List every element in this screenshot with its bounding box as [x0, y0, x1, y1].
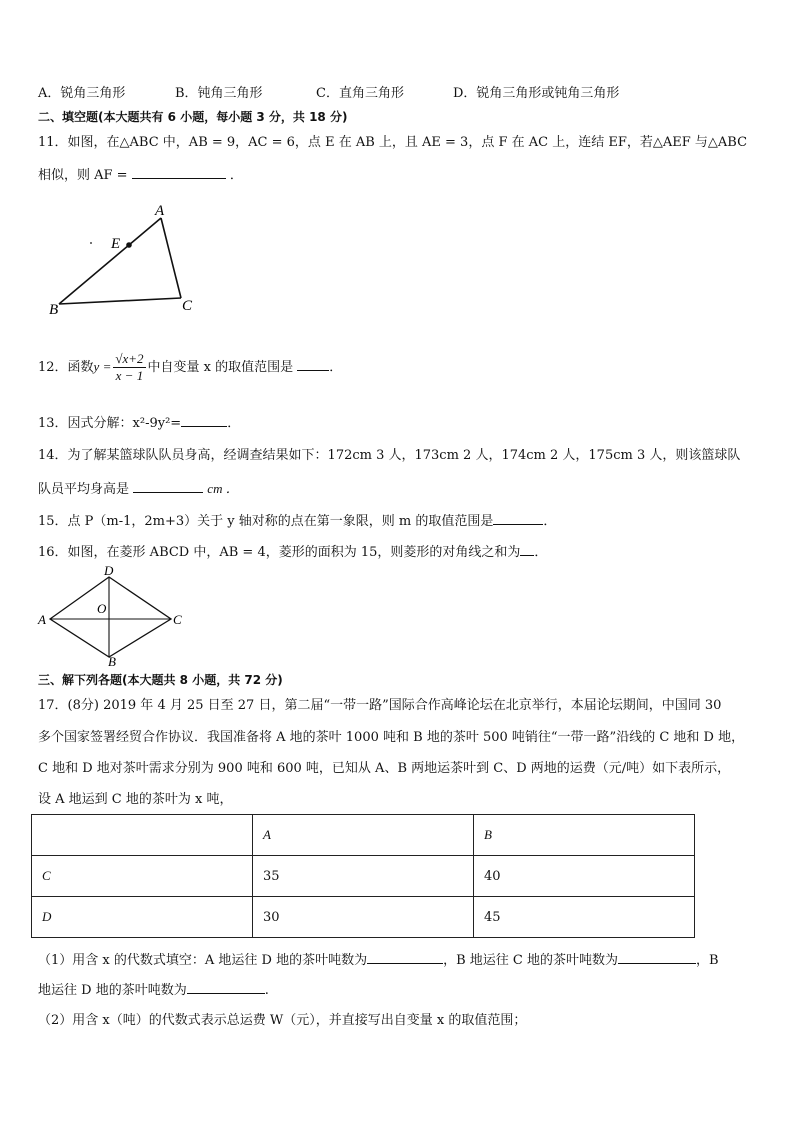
q13-prompt: 13．因式分解：x²-9y²= [38, 416, 182, 431]
q13-text: 13．因式分解：x²-9y²= ． [38, 412, 240, 433]
table-header-row [32, 815, 695, 856]
q11-answer-blank [132, 164, 226, 179]
q16-rhombus-figure [34, 562, 194, 670]
section-title-solve: 三、解下列各题(本大题共 8 小题，共 72 分) [38, 673, 283, 687]
table-header-a: A [253, 815, 474, 856]
q17-sub1-line1: （1）用含 x 的代数式填空：A 地运往 D 地的茶叶吨数为 ，B 地运往 C 地的茶叶吨数为 ，B [38, 949, 719, 970]
option-b: B．钝角三角形 [175, 86, 263, 101]
q12-fraction: $\frac{√x+2}{x - 1}$ [115, 351, 144, 383]
table-cell: 40 [474, 856, 695, 897]
q14-text-line1: 14．为了解某篮球队队员身高，经调查结果如下：172cm 3 人，173cm 2 人，174cm 2 人，175cm 3 人，则该篮球队 [38, 448, 741, 463]
q16-answer-blank [520, 541, 534, 556]
label-d: D [104, 563, 114, 578]
q11-text-line2 [38, 164, 243, 185]
option-c: C．直角三角形 [316, 86, 404, 101]
section-title-fill-blank: 二、填空题(本大题共有 6 小题，每小题 3 分，共 18 分) [38, 110, 348, 124]
q17-text-line1: 17．(8分) 2019 年 4 月 25 日至 27 日，第二届“一带一路”国际合作高峰论坛在北京举行，本届论坛期间，中国同 30 [38, 698, 722, 713]
q14-text-line2 [38, 478, 239, 499]
table-cell: 35 [253, 856, 474, 897]
label-c: C [182, 298, 193, 314]
q12-y: y = [93, 359, 112, 374]
table-cell [32, 815, 253, 856]
q12-answer-blank [297, 356, 329, 371]
q12-text: 12．函数y = $\frac{√x+2}{x - 1}$ 中自变量 x 的取值范围是 ． [38, 351, 343, 383]
q12-prefix: 12．函数 [38, 360, 94, 375]
q11-end: ． [229, 168, 243, 183]
table-row [32, 897, 695, 938]
q16-prompt: 16．如图，在菱形 ABCD 中，AB = 4，菱形的面积为 15，则菱形的对角线之和为 [38, 545, 521, 560]
label-b: B [49, 302, 59, 318]
q11-prompt: 相似，则 AF = [38, 168, 128, 183]
q15-text: 15．点 P（m-1，2m+3）关于 y 轴对称的点在第一象限，则 m 的取值范围是 ． [38, 510, 556, 531]
option-a: A．锐角三角形 [38, 86, 126, 101]
label-o: O [97, 601, 107, 616]
q12-suffix: 中自变量 x 的取值范围是 [147, 360, 294, 375]
q15-answer-blank [493, 510, 543, 525]
table-cell: 30 [253, 897, 474, 938]
label-a: A [155, 203, 165, 219]
q17-text-line3: C 地和 D 地对茶叶需求分别为 900 吨和 600 吨，已知从 A、B 两地运茶叶到 C、D 两地的运费（元/吨）如下表所示， [38, 761, 731, 776]
table-header-b: B [474, 815, 695, 856]
q13-answer-blank [181, 412, 227, 427]
q17-blank-b-to-c [618, 949, 696, 964]
option-d: D．锐角三角形或钝角三角形 [453, 86, 620, 101]
q17-blank-a-to-d [367, 949, 443, 964]
q17-sub1-line2: 地运往 D 地的茶叶吨数为 . [38, 979, 269, 1000]
table-row [32, 856, 695, 897]
label-c: C [173, 612, 182, 627]
q11-triangle-figure [45, 200, 205, 320]
q14-prompt: 队员平均身高是 [38, 482, 130, 497]
q15-prompt: 15．点 P（m-1，2m+3）关于 y 轴对称的点在第一象限，则 m 的取值范围是 [38, 514, 494, 529]
freight-cost-table [31, 814, 695, 938]
q14-unit: cm ． [207, 481, 239, 496]
label-e: E [111, 236, 121, 252]
q16-text: 16．如图，在菱形 ABCD 中，AB = 4，菱形的面积为 15，则菱形的对角线之和为 ． [38, 541, 547, 562]
q17-text-line4: 设 A 地运到 C 地的茶叶为 x 吨， [38, 792, 233, 807]
q17-text-line2: 多个国家签署经贸合作协议．我国准备将 A 地的茶叶 1000 吨和 B 地的茶叶 500 吨销往“一带一路”沿线的 C 地和 D 地， [38, 730, 745, 745]
table-cell: 45 [474, 897, 695, 938]
label-b: B [108, 654, 116, 669]
table-row-label: C [32, 856, 253, 897]
q17-sub2: （2）用含 x（吨）的代数式表示总运费 W（元），并直接写出自变量 x 的取值范围； [38, 1013, 527, 1028]
q17-blank-b-to-d [187, 979, 265, 994]
table-row-label: D [32, 897, 253, 938]
label-a: A [38, 612, 46, 627]
q14-answer-blank [133, 478, 203, 493]
q11-text-line1: 11．如图，在△ABC 中，AB = 9，AC = 6，点 E 在 AB 上，且 AE = 3，点 F 在 AC 上，连结 EF，若△AEF 与△ABC [38, 135, 748, 150]
